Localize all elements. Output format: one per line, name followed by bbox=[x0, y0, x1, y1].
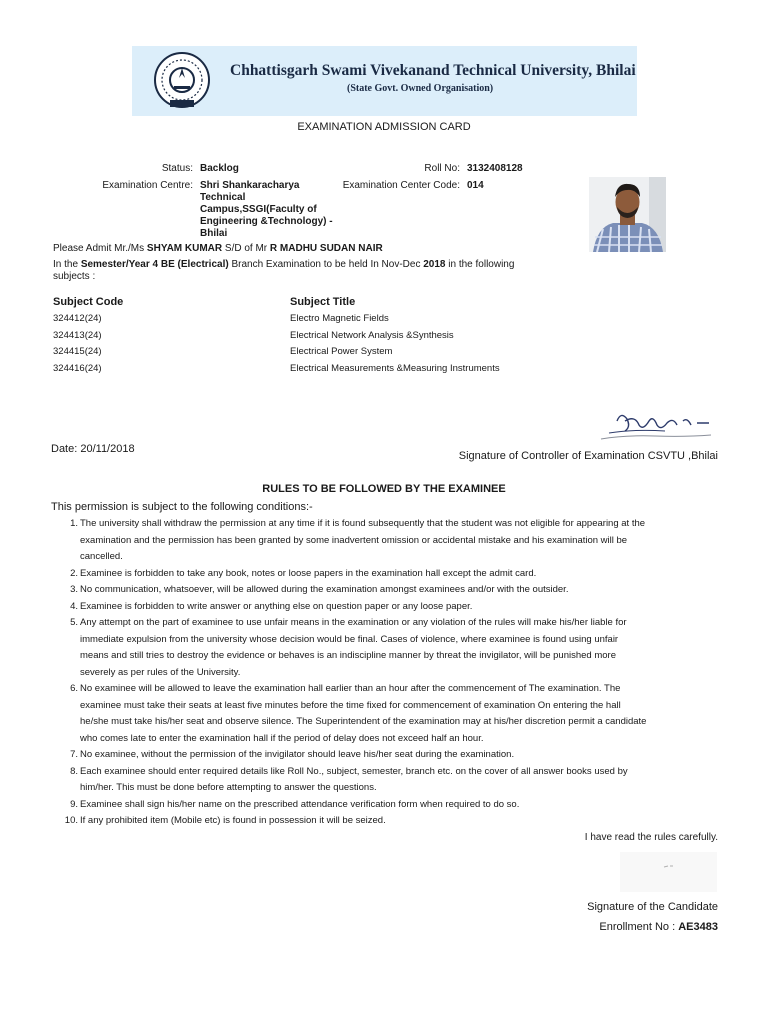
in-the-text: In the bbox=[53, 259, 81, 270]
rule-item bbox=[70, 681, 720, 747]
rule-number: 2. bbox=[70, 567, 78, 579]
candidate-signature-box bbox=[620, 852, 717, 892]
rule-item bbox=[70, 764, 720, 797]
centre-code-value: 014 bbox=[467, 180, 484, 191]
rules-title: RULES TO BE FOLLOWED BY THE EXAMINEE bbox=[262, 483, 506, 495]
rule-line: Each examinee should enter required details like Roll No., subject, semester, branch etc. on the cover of all answer books used by bbox=[80, 765, 628, 777]
status-label: Status: bbox=[161, 163, 193, 174]
subjects-word: subjects : bbox=[53, 271, 96, 282]
branch-text: Branch Examination to be held In Nov-Dec bbox=[228, 259, 424, 270]
rule-line: he/she must take his/her seat and observe silence. The Superintendent of the examination may at his/her discretion permit a candidate bbox=[80, 716, 647, 727]
university-subtitle: (State Govt. Owned Organisation) bbox=[347, 83, 494, 94]
admit-line bbox=[53, 243, 383, 254]
semester-line bbox=[53, 259, 514, 270]
subject-title: Electrical Network Analysis &Synthesis bbox=[290, 330, 454, 341]
controller-signature-icon bbox=[595, 405, 715, 445]
rule-item bbox=[70, 582, 720, 599]
rule-item bbox=[70, 615, 720, 681]
rule-item bbox=[70, 797, 720, 814]
issue-date: Date: 20/11/2018 bbox=[51, 443, 135, 455]
following-text: in the following bbox=[445, 259, 515, 270]
university-name: Chhattisgarh Swami Vivekanand Technical University, Bhilai bbox=[230, 62, 636, 79]
subject-title: Electrical Power System bbox=[290, 346, 393, 357]
centre-code-label: Examination Center Code: bbox=[342, 180, 460, 191]
subject-code: 324415(24) bbox=[53, 346, 102, 357]
candidate-signature-icon bbox=[620, 852, 717, 892]
enrollment-label: Enrollment No : bbox=[599, 921, 679, 933]
rule-line: No communication, whatsoever, will be allowed during the examination amongst examinees and/or with the outsider. bbox=[80, 584, 569, 595]
subject-code-header: Subject Code bbox=[53, 296, 124, 308]
admission-card-title: EXAMINATION ADMISSION CARD bbox=[297, 121, 471, 133]
subject-title-header: Subject Title bbox=[290, 296, 356, 308]
rule-line: examinee must take their seats at least five minutes before the time fixed for commencement of examination On entering the hall bbox=[80, 699, 621, 711]
rule-line: means and still tries to destroy the evidence or behaves is an indiscipline manner by threat the invigilator, will be punished more bbox=[80, 650, 616, 661]
subject-title: Electro Magnetic Fields bbox=[290, 313, 389, 324]
rule-item bbox=[70, 516, 720, 566]
rule-item bbox=[70, 599, 720, 616]
rule-item bbox=[64, 813, 720, 830]
university-header-banner bbox=[132, 46, 637, 116]
student-name: SHYAM KUMAR bbox=[146, 243, 223, 254]
rule-line: Examinee shall sign his/her name on the prescribed attendance verification form when required to do so. bbox=[80, 798, 520, 810]
rule-number: 9. bbox=[70, 798, 78, 810]
exam-year: 2018 bbox=[423, 259, 446, 270]
rule-number: 6. bbox=[70, 683, 78, 694]
read-rules-text: I have read the rules carefully. bbox=[584, 832, 718, 843]
status-value: Backlog bbox=[200, 163, 239, 174]
rule-item bbox=[70, 747, 720, 764]
rule-line: examination and the permission has been granted by some inadvertent omission or accidental mistake and his examination will be bbox=[80, 534, 628, 546]
exam-centre-value: Shri Shankaracharya Technical Campus,SSGI(Faculty of Engineering &Technology) - Bhilai bbox=[200, 180, 333, 239]
enrollment-line bbox=[599, 921, 718, 933]
university-seal-icon bbox=[152, 50, 212, 112]
rules-intro: This permission is subject to the following conditions:- bbox=[51, 501, 313, 513]
rule-item bbox=[70, 566, 720, 583]
rule-line: Examinee is forbidden to write answer or anything else on question paper or any loose paper. bbox=[80, 600, 473, 612]
subject-code: 324412(24) bbox=[53, 313, 102, 324]
rules-list bbox=[64, 516, 720, 830]
rule-line: Examinee is forbidden to take any book, notes or loose papers in the examination hall except the admit card. bbox=[80, 567, 537, 579]
enrollment-number: AE3483 bbox=[678, 921, 718, 933]
rule-line: who comes late to enter the examination hall if the period of delay does not exceed half an hour. bbox=[80, 732, 484, 744]
subject-title: Electrical Measurements &Measuring Instruments bbox=[290, 363, 500, 374]
exam-centre-label: Examination Centre: bbox=[102, 180, 193, 191]
rule-line: If any prohibited item (Mobile etc) is found in possession it will be seized. bbox=[80, 815, 386, 826]
rule-number: 1. bbox=[70, 518, 78, 529]
rule-number: 8. bbox=[70, 765, 78, 777]
rule-line: The university shall withdraw the permission at any time if it is found subsequently that the student was not eligible for appearing at the bbox=[80, 518, 646, 529]
student-photo bbox=[589, 177, 666, 252]
admit-prefix: Please Admit Mr./Ms bbox=[53, 243, 147, 254]
parent-name: R MADHU SUDAN NAIR bbox=[269, 243, 383, 254]
rule-line: No examinee, without the permission of the invigilator should leave his/her seat during the examination. bbox=[80, 749, 515, 760]
roll-no-label: Roll No: bbox=[424, 163, 460, 174]
rule-line: cancelled. bbox=[80, 551, 123, 562]
candidate-signature-label: Signature of the Candidate bbox=[587, 901, 718, 913]
rule-number: 3. bbox=[70, 584, 78, 595]
rule-number: 5. bbox=[70, 617, 78, 628]
subject-code: 324416(24) bbox=[53, 363, 102, 374]
rule-number: 4. bbox=[70, 600, 78, 612]
rule-line: Any attempt on the part of examinee to use unfair means in the examination or any violation of the rules will make his/her liable for bbox=[80, 617, 627, 628]
rule-number: 10. bbox=[64, 815, 78, 826]
rule-line: No examinee will be allowed to leave the examination hall earlier than an hour after the commencement of The examination. The bbox=[80, 683, 621, 694]
subject-code: 324413(24) bbox=[53, 330, 102, 341]
rule-line: him/her. This must be done before attempting to answer the questions. bbox=[80, 782, 377, 793]
rule-line: severely as per rules of the University. bbox=[80, 666, 241, 678]
roll-no-value: 3132408128 bbox=[467, 163, 523, 174]
student-photo-icon bbox=[589, 177, 666, 252]
controller-signature-label: Signature of Controller of Examination CSVTU ,Bhilai bbox=[458, 450, 718, 462]
relation-text: S/D of Mr bbox=[222, 243, 270, 254]
rule-line: immediate expulsion from the university whose decision would be final. Cases of violence, where examinee is found using unfair bbox=[80, 633, 619, 645]
semester-text: Semester/Year 4 BE (Electrical) bbox=[80, 259, 229, 270]
rule-number: 7. bbox=[70, 749, 78, 760]
